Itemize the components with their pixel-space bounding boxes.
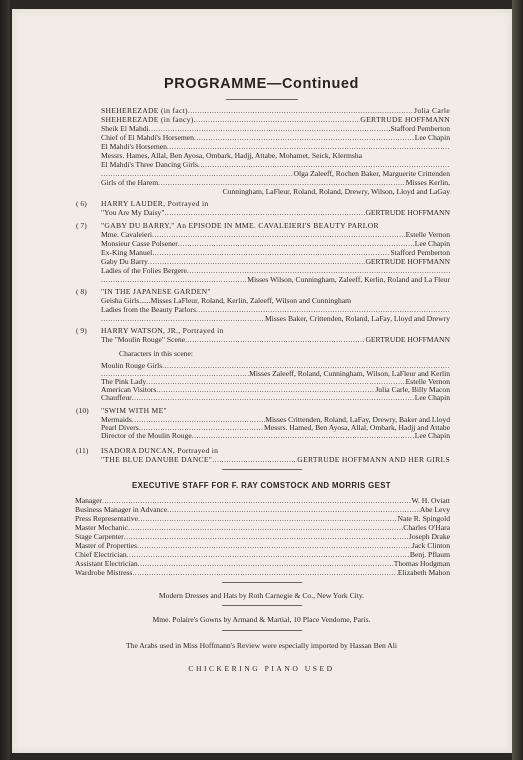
cast-line: Ladies of the Folies Bergere ..... (101, 266, 450, 275)
staff-heading: EXECUTIVE STAFF FOR F. RAY COMSTOCK AND MORRIS GEST (132, 481, 391, 490)
staff-row: Wardrobe Mistress ..... Elizabeth Mahon (75, 568, 450, 577)
section-divider (222, 605, 302, 606)
cast-line: Chauffeur ..... Lee Chapin (101, 393, 450, 402)
staff-row: Master of Properties ..... Jack Clinton (75, 541, 450, 550)
cast-line: SHEHEREZADE (in fancy) ..... GERTRUDE HOFFMANN (101, 115, 450, 124)
cast-line: Moulin Rouge Girls ..... (101, 361, 450, 370)
item-number: (10) (76, 406, 89, 415)
page-title: PROGRAMME—Continued (163, 76, 360, 92)
gowns-credit: Mme. Polaire's Gowns by Armand & Martial, 10 Place Vendome, Paris. (152, 615, 371, 624)
section-divider (222, 630, 302, 631)
cast-line: American Visitors ..... Julia Carle, Billy Macon (101, 385, 450, 394)
item-heading: HARRY WATSON, JR., Portrayed in (101, 326, 224, 335)
dresses-credit: Modern Dresses and Hats by Roth Carnegie & Co., New York City. (158, 591, 365, 600)
item-number: (11) (76, 446, 89, 455)
item-number: ( 9) (76, 326, 87, 335)
staff-row: Stage Carpenter ..... Joseph Drake (75, 532, 450, 541)
section-divider (222, 582, 302, 583)
characters-label: Characters in this scene: (119, 349, 194, 358)
cast-line: The "Moulin Rouge" Scene ..... GERTRUDE HOFFMANN (101, 335, 450, 344)
cast-line: Director of the Moulin Rouge ..... Lee Chapin (101, 431, 450, 440)
piano-credit: CHICKERING PIANO USED (188, 664, 335, 673)
cast-line: "THE BLUE DANUBE DANCE" ..... GERTRUDE HOFFMANN AND HER GIRLS (101, 455, 450, 464)
item-number: ( 6) (76, 199, 87, 208)
cast-line: ..... Misses Baker, Crittenden, Roland, LaFay, Lloyd and Drewry (101, 314, 450, 323)
cast-line: Ladies from the Beauty Parlors ..... (101, 305, 450, 314)
item-heading: "IN THE JAPANESE GARDEN" (101, 287, 211, 296)
cast-line: SHEHEREZADE (in fact) ..... Julia Carle (101, 106, 450, 115)
staff-row: Manager ..... W. H. Oviatt (75, 496, 450, 505)
item-number: ( 8) (76, 287, 87, 296)
staff-row: Chief Electrician ..... Benj. Pflaum (75, 550, 450, 559)
cast-line: Messrs. Hames, Allal, Ben Ayosa, Ombark, Hadjj, Attabe, Mohamet, Seick, Klermsha (101, 151, 363, 160)
arabs-credit: The Arabs used in Miss Hoffmann's Review were especially imported by Hassan Ben Ali (126, 641, 397, 650)
cast-line: The Pink Lady ..... Estelle Vernon (101, 377, 450, 386)
cast-line: El Mahdi's Three Dancing Girls ..... (101, 160, 450, 169)
cast-line: Cunningham, LaFleur, Roland, Roland, Drewry, Wilson, Lloyd and LaGay (222, 187, 450, 196)
cast-line: Pearl Divers ..... Messrs. Hamed, Ben Ayosa, Allal, Ombark, Hadjj and Attabe (101, 423, 450, 432)
cast-line: Sheik El Mahdi ..... Stafford Pemberton (101, 124, 450, 133)
cast-line: Chief of El Mahdi's Horsemen ..... Lee Chapin (101, 133, 450, 142)
item-number: ( 7) (76, 221, 87, 230)
staff-row: Assistant Electrician ..... Thomas Hodgman (75, 559, 450, 568)
cast-line: ..... Olga Zaleeff, Rochen Baker, Marguerite Crittenden (101, 169, 450, 178)
staff-row: Master Mechanic ..... Charles O'Hara (75, 523, 450, 532)
cast-line: El Mahdi's Horsemen ..... (101, 142, 450, 151)
cast-line: Ex-King Manuel ..... Stafford Pemberton (101, 248, 450, 257)
item-heading: "GABY DU BARRY," An EPISODE IN MME. CAVALEIERI'S BEAUTY PARLOR (101, 221, 379, 230)
cast-line: ..... Misses Wilson, Cunningham, Zaleeff, Kerlin, Roland and La Fleur (101, 275, 450, 284)
item-heading: "SWIM WITH ME" (101, 406, 167, 415)
cast-line: "You Are My Daisy" ..... GERTRUDE HOFFMANN (101, 208, 450, 217)
item-heading: ISADORA DUNCAN, Portrayed in (101, 446, 219, 455)
section-divider (222, 469, 302, 470)
staff-row: Business Manager in Advance ..... Abe Levy (75, 505, 450, 514)
cast-line: Mme. Cavaleieri ..... Estelle Vernon (101, 230, 450, 239)
cast-line: Girls of the Harem ..... Misses Kerlin, (101, 178, 450, 187)
cast-line: Geisha Girls......Misses LaFleur, Roland, Kerlin, Zaleeff, Wilson and Cunningham (101, 296, 352, 305)
cast-line: Mermaids ..... Misses Crittenden, Roland, LaFay, Drewry, Baker and Lloyd (101, 415, 450, 424)
cast-line: Gaby Du Barry ..... GERTRUDE HOFFMANN (101, 257, 450, 266)
staff-row: Press Representative ..... Nate R. Spingold (75, 514, 450, 523)
item-heading: HARRY LAUDER, Portrayed in (101, 199, 209, 208)
cast-line: ..... Misses Zaleeff, Roland, Cunningham, Wilson, LaFleur and Kerlin (101, 369, 450, 378)
cast-line: Monsieur Casse Polsener ..... Lee Chapin (101, 239, 450, 248)
